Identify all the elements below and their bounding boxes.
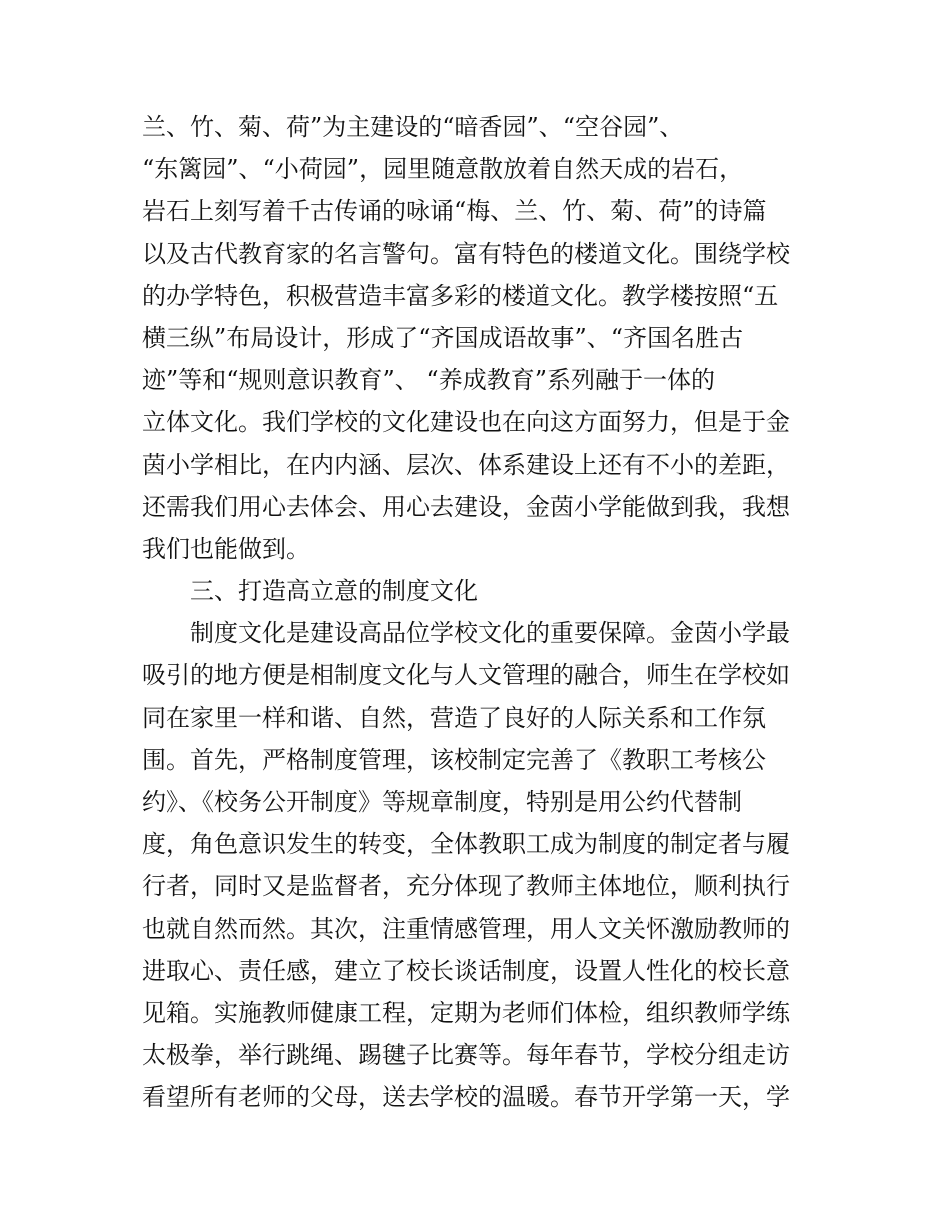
text-line: 还需我们用心去体会、用心去建设，金茵小学能做到我，我想	[142, 492, 790, 521]
text-line: “东篱园”、“小荷园”，园里随意散放着自然天成的岩石，	[142, 155, 744, 184]
text-line: 的办学特色，积极营造丰富多彩的楼道文化。教学楼按照“五	[142, 281, 779, 310]
text-line: 兰、竹、菊、荷”为主建设的“暗香园”、“空谷园”、	[142, 113, 684, 141]
text-line: 吸引的地方便是相制度文化与人文管理的融合，师生在学校如	[142, 661, 790, 690]
section-heading: 三、打造高立意的制度文化	[190, 577, 478, 606]
text-line: 茵小学相比，在内内涵、层次、体系建设上还有不小的差距，	[142, 450, 790, 479]
text-line: 度，角色意识发生的转变，全体教职工成为制度的制定者与履	[142, 830, 790, 859]
text-line: 以及古代教育家的名言警句。富有特色的楼道文化。围绕学校	[142, 239, 790, 268]
text-line: 横三纵”布局设计，形成了“齐国成语故事”、“齐国名胜古	[142, 323, 744, 352]
text-line: 太极拳，举行跳绳、踢毽子比赛等。每年春节，学校分组走访	[142, 1041, 790, 1070]
text-line: 也就自然而然。其次，注重情感管理，用人文关怀激励教师的	[142, 914, 790, 943]
text-line: 进取心、责任感，建立了校长谈话制度，设置人性化的校长意	[142, 956, 790, 985]
text-line: 约》、《校务公开制度》等规章制度，特别是用公约代替制	[142, 788, 742, 816]
text-line: 看望所有老师的父母，送去学校的温暖。春节开学第一天，学	[142, 1083, 790, 1112]
text-line: 围。首先，严格制度管理，该校制定完善了《教职工考核公	[142, 745, 766, 774]
text-line: 我们也能做到。	[142, 534, 310, 563]
text-line: 行者，同时又是监督者，充分体现了教师主体地位，顺利执行	[142, 872, 790, 901]
paragraph-start: 制度文化是建设高品位学校文化的重要保障。金茵小学最	[190, 619, 790, 648]
text-line: 迹”等和“规则意识教育”、 “养成教育”系列融于一体的	[142, 366, 715, 395]
body-text	[142, 106, 822, 1119]
text-line: 立体文化。我们学校的文化建设也在向这方面努力，但是于金	[142, 408, 790, 437]
text-line: 见箱。实施教师健康工程，定期为老师们体检，组织教师学练	[142, 998, 790, 1027]
text-line: 岩石上刻写着千古传诵的咏诵“梅、兰、竹、菊、荷”的诗篇	[142, 197, 767, 226]
text-line: 同在家里一样和谐、自然，营造了良好的人际关系和工作氛	[142, 703, 766, 732]
